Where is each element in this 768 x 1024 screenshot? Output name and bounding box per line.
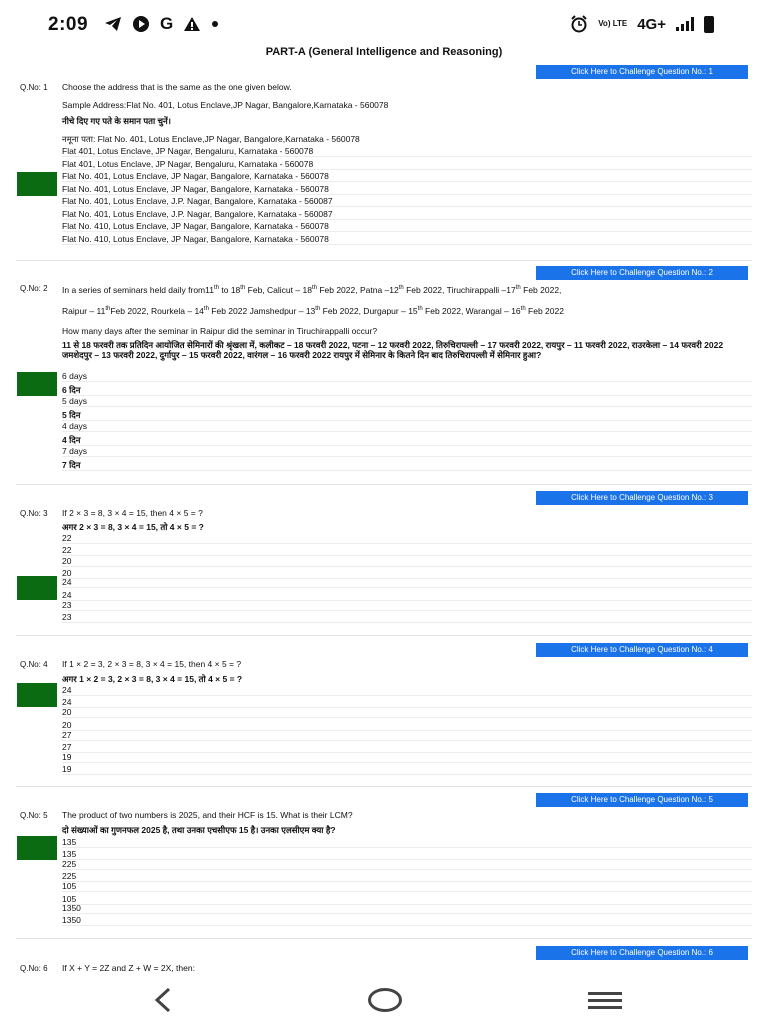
question-text: How many days after the seminar in Raipur did the seminar in Tiruchirappalli occur? — [62, 326, 378, 336]
challenge-button[interactable]: Click Here to Challenge Question No.: 4 — [536, 643, 748, 657]
option-item[interactable]: 19 — [62, 751, 752, 763]
question-divider — [16, 635, 752, 636]
question-text-hindi: 11 से 18 फरवरी तक प्रतिदिन आयोजित सेमिनारों की श्रृंखला में, कलीकट – 18 फरवरी 2022, पटना – 12 फरवरी 2022, तिरुचिरापल्ली – 17 फरवरी 2022, रायपुर – 11 फरवरी 2022, राउरकेला – 14 फरवरी 2022 जमशेदपुर – 13 फरवरी 2022, दुर्गापुर – 15 फरवरी 2022, वारंगल – 16 फरवरी 2022 रायपुर में सेमिनार के कितने दिन बाद तिरुचिरापल्ली में सेमिनार हुआ? — [62, 340, 724, 360]
option-item[interactable]: 4 दिन — [62, 434, 752, 446]
option-item[interactable]: 105 — [62, 893, 752, 905]
challenge-button[interactable]: Click Here to Challenge Question No.: 1 — [536, 65, 748, 79]
option-item[interactable]: Flat No. 401, Lotus Enclave, J.P. Nagar, Bangalore, Karnataka - 560087 — [62, 195, 752, 207]
challenge-button[interactable]: Click Here to Challenge Question No.: 6 — [536, 946, 748, 960]
option-item[interactable]: 24 — [62, 684, 752, 696]
option-item[interactable]: 23 — [62, 599, 752, 611]
option-item[interactable]: 20 — [62, 555, 752, 567]
option-item[interactable]: 27 — [62, 741, 752, 753]
question-text-line-2: Raipur – 11thFeb 2022, Rourkela – 14th Feb 2022 Jamshedpur – 13th Feb 2022, Durgapur – 15th Feb 2022, Warangal – 16th Feb 2022 — [62, 305, 564, 316]
home-icon[interactable] — [368, 988, 402, 1012]
youtube-icon — [132, 15, 150, 33]
menu-icon[interactable] — [588, 992, 622, 1010]
question-divider — [16, 484, 752, 485]
option-item[interactable]: 22 — [62, 532, 752, 544]
correct-answer-marker — [17, 836, 57, 860]
page-title: PART-A (General Intelligence and Reasoning) — [265, 46, 503, 58]
question-text: The product of two numbers is 2025, and their HCF is 15. What is their LCM? — [62, 810, 353, 820]
alert-icon — [183, 16, 201, 32]
volte-label: Vo) LTE — [598, 19, 628, 28]
option-item[interactable]: Flat No. 410, Lotus Enclave, JP Nagar, Bangalore, Karnataka - 560078 — [62, 220, 752, 232]
sample-address-hindi: नमूना पता: Flat No. 401, Lotus Enclave,JP Nagar, Bangalore,Karnataka - 560078 — [62, 134, 360, 144]
status-time: 2:09 — [48, 14, 89, 35]
option-item[interactable]: 20 — [62, 719, 752, 731]
option-item[interactable]: 22 — [62, 544, 752, 556]
navigation-bar — [0, 980, 768, 1024]
option-item[interactable]: Flat No. 410, Lotus Enclave, JP Nagar, Bangalore, Karnataka - 560078 — [62, 233, 752, 245]
option-item[interactable]: 225 — [62, 858, 752, 870]
correct-answer-marker — [17, 683, 57, 707]
question-text: If 2 × 3 = 8, 3 × 4 = 15, then 4 × 5 = ? — [62, 508, 203, 518]
back-icon[interactable] — [152, 986, 172, 1014]
correct-answer-marker — [17, 576, 57, 600]
question-number: Q.No: 3 — [20, 509, 48, 518]
question-number: Q.No: 1 — [20, 83, 48, 92]
option-item[interactable]: 225 — [62, 870, 752, 882]
question-number: Q.No: 4 — [20, 660, 48, 669]
challenge-button[interactable]: Click Here to Challenge Question No.: 2 — [536, 266, 748, 280]
option-item[interactable]: Flat No. 401, Lotus Enclave, JP Nagar, Bangalore, Karnataka - 560078 — [62, 170, 752, 182]
question-text-line-1: In a series of seminars held daily from11th to 18th Feb, Calicut – 18th Feb 2022, Patna –12th Feb 2022, Tiruchirappalli –17th Feb 2022, — [62, 284, 562, 295]
question-text-hindi: अगर 1 × 2 = 3, 2 × 3 = 8, 3 × 4 = 15, तो 4 × 5 = ? — [62, 674, 243, 684]
status-notification-icons — [104, 14, 219, 34]
option-item[interactable]: 20 — [62, 567, 752, 579]
question-text-hindi: नीचे दिए गए पते के समान पता चुनें। — [62, 116, 171, 126]
option-item[interactable]: 5 days — [62, 395, 752, 407]
battery-icon — [704, 16, 714, 33]
option-item[interactable]: 24 — [62, 576, 752, 588]
option-item[interactable]: 1350 — [62, 902, 752, 914]
option-item[interactable]: 24 — [62, 696, 752, 708]
question-divider — [16, 786, 752, 787]
option-item[interactable]: 5 दिन — [62, 409, 752, 421]
alarm-icon — [570, 15, 588, 33]
challenge-button[interactable]: Click Here to Challenge Question No.: 3 — [536, 491, 748, 505]
option-item[interactable]: 7 days — [62, 445, 752, 457]
option-item[interactable]: 23 — [62, 611, 752, 623]
correct-answer-marker — [17, 372, 57, 396]
option-item[interactable]: Flat 401, Lotus Enclave, JP Nagar, Bengaluru, Karnataka - 560078 — [62, 158, 752, 170]
question-divider — [16, 260, 752, 261]
option-item[interactable]: 27 — [62, 729, 752, 741]
status-bar — [0, 0, 768, 44]
option-item[interactable]: 20 — [62, 706, 752, 718]
signal-icon — [676, 17, 694, 31]
option-item[interactable]: 1350 — [62, 914, 752, 926]
option-item[interactable]: 135 — [62, 848, 752, 860]
question-text-hindi: दो संख्याओं का गुणनफल 2025 है, तथा उनका एचसीएफ 15 है। उनका एलसीएम क्या है? — [62, 825, 336, 835]
option-item[interactable]: Flat No. 401, Lotus Enclave, J.P. Nagar, Bangalore, Karnataka - 560087 — [62, 208, 752, 220]
network-type: 4G+ — [637, 15, 666, 33]
challenge-button[interactable]: Click Here to Challenge Question No.: 5 — [536, 793, 748, 807]
status-system-icons — [570, 15, 714, 33]
correct-answer-marker — [17, 172, 57, 196]
option-item[interactable]: Flat No. 401, Lotus Enclave, JP Nagar, Bangalore, Karnataka - 560078 — [62, 183, 752, 195]
question-number: Q.No: 5 — [20, 811, 48, 820]
telegram-icon — [104, 16, 122, 32]
option-item[interactable]: 135 — [62, 836, 752, 848]
option-item[interactable]: 24 — [62, 589, 752, 601]
question-text-hindi: अगर 2 × 3 = 8, 3 × 4 = 15, तो 4 × 5 = ? — [62, 522, 204, 532]
option-item[interactable]: 6 days — [62, 370, 752, 382]
question-text: Choose the address that is the same as the one given below. — [62, 82, 292, 92]
option-item[interactable]: 4 days — [62, 420, 752, 432]
option-item[interactable]: Flat 401, Lotus Enclave, JP Nagar, Bengaluru, Karnataka - 560078 — [62, 145, 752, 157]
option-item[interactable]: 7 दिन — [62, 459, 752, 471]
question-divider — [16, 938, 752, 939]
dot-icon — [211, 20, 219, 28]
sample-address: Sample Address:Flat No. 401, Lotus Enclave,JP Nagar, Bangalore,Karnataka - 560078 — [62, 100, 389, 110]
google-icon: G — [160, 14, 174, 33]
question-number: Q.No: 6 — [20, 964, 48, 973]
option-item[interactable]: 105 — [62, 880, 752, 892]
question-text: If 1 × 2 = 3, 2 × 3 = 8, 3 × 4 = 15, then 4 × 5 = ? — [62, 659, 242, 669]
option-item[interactable]: 6 दिन — [62, 384, 752, 396]
question-number: Q.No: 2 — [20, 284, 48, 293]
option-item[interactable]: 19 — [62, 763, 752, 775]
question-text: If X + Y = 2Z and Z + W = 2X, then: — [62, 963, 195, 973]
